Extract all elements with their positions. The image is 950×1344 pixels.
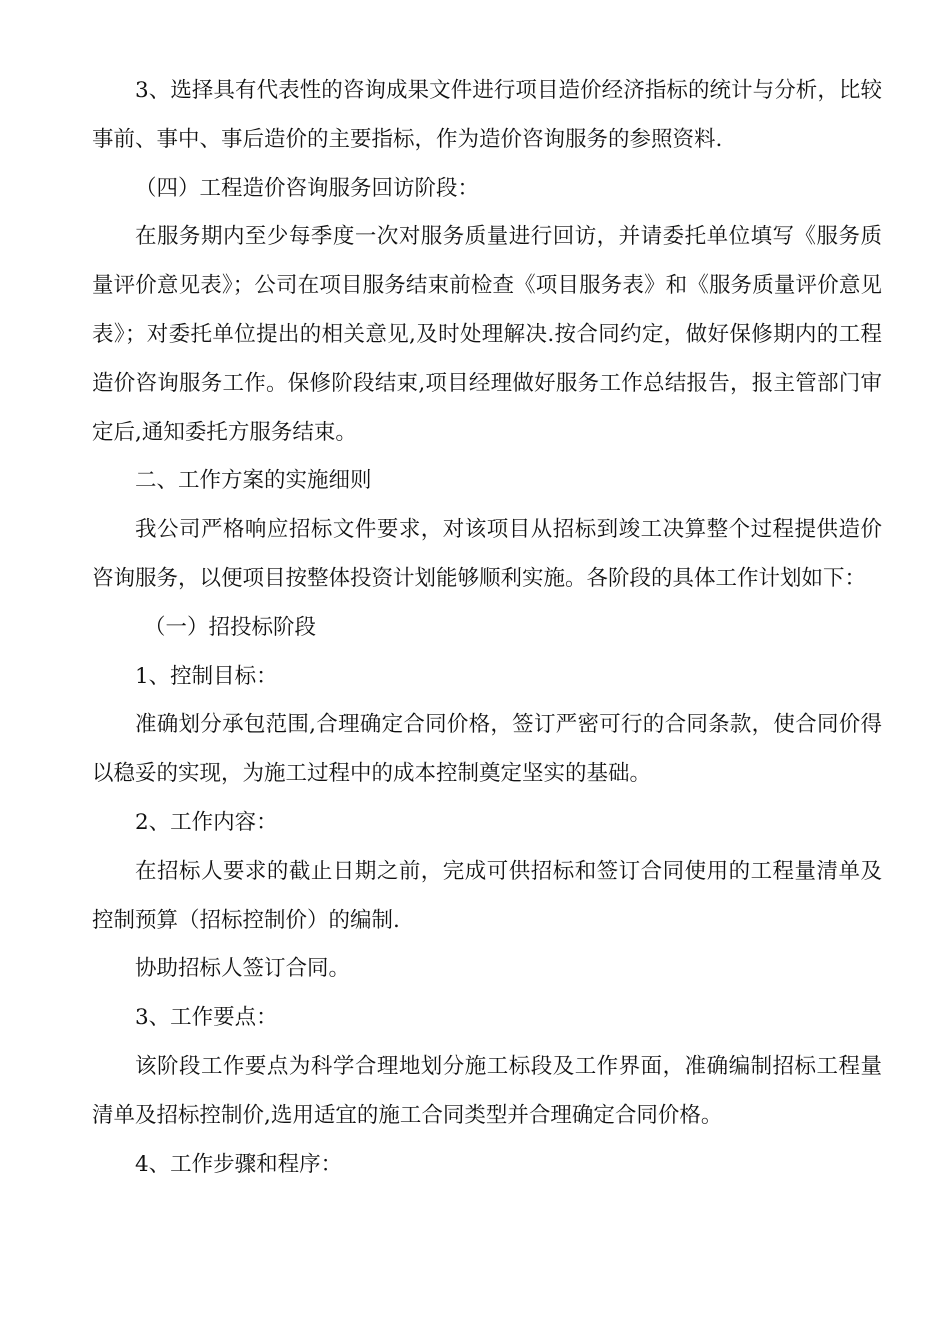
chapter-heading-implementation: 二、工作方案的实施细则 bbox=[135, 468, 372, 494]
paragraph-control-goal: 准确划分承包范围,合理确定合同价格，签订严密可行的合同条款，使合同价得以稳妥的实现，为施工过程中的成本控制奠定坚实的基础。 bbox=[92, 712, 882, 787]
document-body bbox=[92, 67, 882, 1189]
section-heading-bidding-stage: （一）招投标阶段 bbox=[144, 614, 317, 640]
subheading-work-key-points: 3、工作要点： bbox=[135, 1005, 278, 1031]
paragraph-work-key-points: 该阶段工作要点为科学合理地划分施工标段及工作界面，准确编制招标工程量清单及招标控制价,选用适宜的施工合同类型并合理确定合同价格。 bbox=[92, 1053, 882, 1128]
subheading-work-content: 2、工作内容： bbox=[135, 809, 278, 835]
paragraph-summary-item-3: 3、选择具有代表性的咨询成果文件进行项目造价经济指标的统计与分析，比较事前、事中、事后造价的主要指标，作为造价咨询服务的参照资料. bbox=[92, 78, 882, 152]
paragraph-work-content: 在招标人要求的截止日期之前，完成可供招标和签订合同使用的工程量清单及控制预算（招标控制价）的编制. bbox=[92, 858, 882, 933]
paragraph-assist-contract: 协助招标人签订合同。 bbox=[135, 956, 351, 982]
subheading-control-goal: 1、控制目标： bbox=[135, 663, 278, 689]
paragraph-implementation-intro: 我公司严格响应招标文件要求，对该项目从招标到竣工决算整个过程提供造价咨询服务，以便项目按整体投资计划能够顺利实施。各阶段的具体工作计划如下： bbox=[92, 517, 882, 591]
paragraph-revisit-details: 在服务期内至少每季度一次对服务质量进行回访，并请委托单位填写《服务质量评价意见表》；公司在项目服务结束前检查《项目服务表》和《服务质量评价意见表》；对委托单位提出的相关意见,及时处理解决.按合同约定，做好保修期内的工程造价咨询服务工作。保修阶段结束,项目经理做好服务工作总结报告，报主管部门审定后,通知委托方服务结束。 bbox=[92, 224, 882, 445]
subheading-work-steps: 4、工作步骤和程序： bbox=[135, 1151, 343, 1177]
section-heading-revisit-stage: （四）工程造价咨询服务回访阶段： bbox=[135, 175, 480, 201]
